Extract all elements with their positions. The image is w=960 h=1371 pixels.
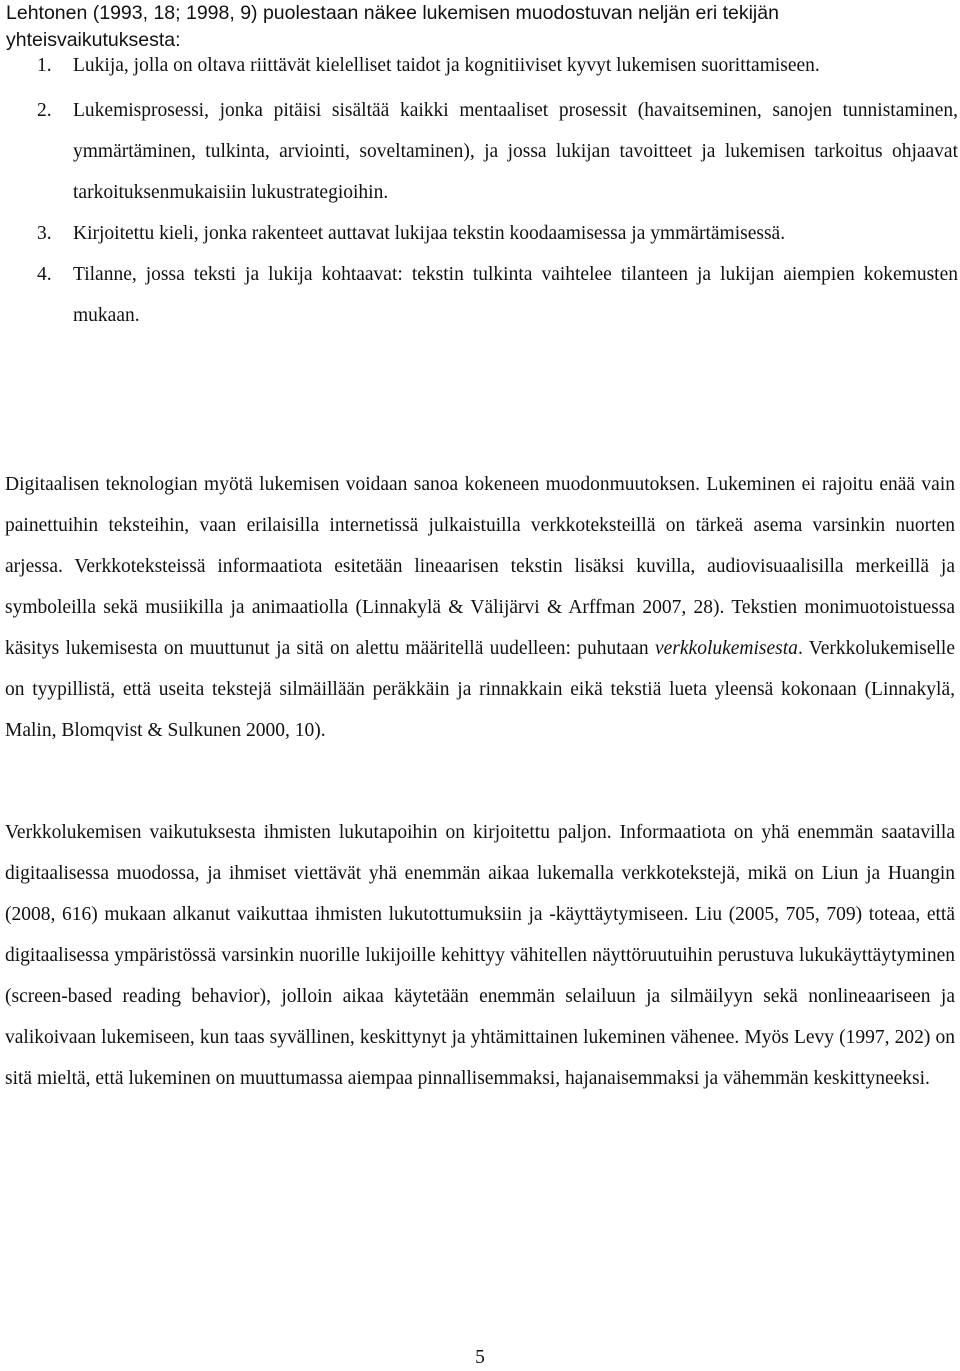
list-item	[0, 254, 958, 336]
paragraph-text: Digitaalisen teknologian myötä lukemisen voidaan sanoa kokeneen muodonmuutoksen. Lukeminen ei rajoitu enää vain painettuihin teksteihin, vaan erilaisilla internetissä julkaistuilla verkkoteksteillä on tärkeä asema varsinkin nuorten arjessa. Verkkoteksteissä informaatiota esitetään lineaarisen tekstin lisäksi kuvilla, audiovisuaalisilla merkeillä ja symboleilla sekä musiikilla ja animaatiolla (Linnakylä & Välijärvi & Arffman 2007, 28). Tekstien monimuotoistuessa käsitys lukemisesta on muuttunut ja sitä on alettu määritellä uudelleen: puhutaan	[5, 474, 955, 659]
page-number: 5	[475, 1347, 485, 1368]
list-item	[0, 48, 958, 84]
list-number: 3.	[37, 223, 52, 244]
list-number: 4.	[37, 264, 52, 285]
list-item-text: Tilanne, jossa teksti ja lukija kohtaavat: tekstin tulkinta vaihtelee tilanteen ja lukijan aiempien kokemusten mukaan.	[73, 264, 958, 326]
list-number: 2.	[37, 100, 52, 121]
paragraph-digital-reading	[5, 464, 955, 751]
paragraph-text: . Verkkolukemiselle on tyypillistä, että useita tekstejä silmäillään peräkkäin ja rinnakkain eikä tekstiä lueta yleensä kokonaan (Linnakylä, Malin, Blomqvist & Sulkunen 2000, 10).	[5, 638, 955, 741]
list-item-text: Lukemisprosessi, jonka pitäisi sisältää kaikki mentaaliset prosessit (havaitseminen, sanojen tunnistaminen, ymmärtäminen, tulkinta, arviointi, soveltaminen), ja jossa lukijan tavoitteet ja lukemisen tarkoitus ohjaavat tarkoituksenmukaisiin lukustrategioihin.	[73, 100, 958, 203]
list-number: 1.	[37, 55, 52, 76]
italic-term: verkkolukemisesta	[655, 638, 798, 659]
factor-list	[0, 48, 960, 336]
paragraph-web-reading-effects: Verkkolukemisen vaikutuksesta ihmisten lukutapoihin on kirjoitettu paljon. Informaatiota on yhä enemmän saatavilla digitaalisessa muodossa, ja ihmiset viettävät yhä enemmän aikaa lukemalla verkkotekstejä, mikä on Liun ja Huangin (2008, 616) mukaan alkanut vaikuttaa ihmisten lukutottumuksiin ja -käyttäytymiseen. Liu (2005, 705, 709) toteaa, että digitaalisessa ympäristössä varsinkin nuorille lukijoille kehittyy vähitellen näyttöruutuihin perustuva lukukäyttäytyminen (screen-based reading behavior), jolloin aikaa käytetään enemmän selailuun ja silmäilyyn sekä nonlineaariseen ja valikoivaan lukemiseen, kun taas syvällinen, keskittynyt ja yhtämittainen lukeminen vähenee. Myös Levy (1997, 202) on sitä mieltä, että lukeminen on muuttumassa aiempaa pinnallisemmaksi, hajanaisemmaksi ja vähemmän keskittyneeksi.	[5, 822, 955, 1089]
list-item-text: Kirjoitettu kieli, jonka rakenteet auttavat lukijaa tekstin koodaamisessa ja ymmärtämisessä.	[73, 223, 786, 244]
list-item	[0, 90, 958, 213]
list-item-text: Lukija, jolla on oltava riittävät kielelliset taidot ja kognitiiviset kyvyt lukemisen suorittamiseen.	[73, 55, 820, 76]
list-item	[0, 213, 958, 254]
intro-text: Lehtonen (1993, 18; 1998, 9) puolestaan näkee lukemisen muodostuvan neljän eri tekijän yhteisvaikutuksesta:	[6, 2, 779, 51]
